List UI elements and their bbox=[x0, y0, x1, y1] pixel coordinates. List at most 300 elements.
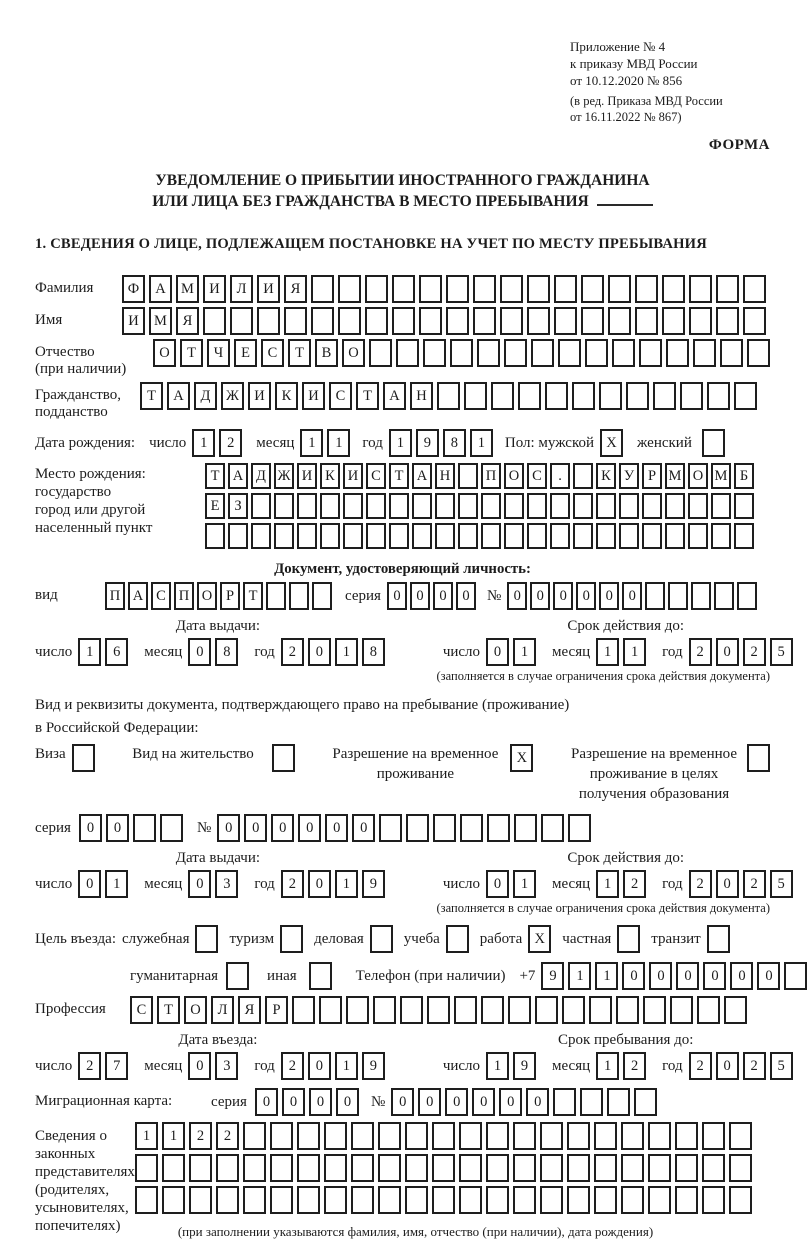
surname-cell[interactable] bbox=[743, 275, 766, 303]
migration-number-cell[interactable]: 0 bbox=[499, 1088, 522, 1116]
surname-cell[interactable] bbox=[581, 275, 604, 303]
migration-number-cell[interactable] bbox=[634, 1088, 657, 1116]
migration-series-cell[interactable]: 0 bbox=[255, 1088, 278, 1116]
surname-cell[interactable] bbox=[392, 275, 415, 303]
representatives-cell[interactable] bbox=[729, 1154, 752, 1182]
surname-cell[interactable] bbox=[311, 275, 334, 303]
migration-number-cell[interactable] bbox=[580, 1088, 603, 1116]
birth-place-cell[interactable] bbox=[320, 493, 340, 519]
issue-year-cell[interactable]: 2 bbox=[281, 638, 304, 666]
birth-place-cell[interactable] bbox=[435, 523, 455, 549]
representatives-cell[interactable]: 1 bbox=[162, 1122, 185, 1150]
citizenship-cell[interactable]: Т bbox=[140, 382, 163, 410]
representatives-cell[interactable] bbox=[270, 1122, 293, 1150]
representatives-cell[interactable] bbox=[594, 1122, 617, 1150]
valid-month-cell[interactable]: 1 bbox=[596, 638, 619, 666]
migration-number-cell[interactable]: 0 bbox=[445, 1088, 468, 1116]
purpose-study-checkbox[interactable] bbox=[446, 925, 469, 953]
phone-digit-cell[interactable]: 0 bbox=[649, 962, 672, 990]
res-issue-year-cell[interactable]: 0 bbox=[308, 870, 331, 898]
birth-place-cell[interactable] bbox=[412, 523, 432, 549]
representatives-cell[interactable] bbox=[351, 1154, 374, 1182]
entry-year-cell[interactable]: 0 bbox=[308, 1052, 331, 1080]
given-name-cell[interactable] bbox=[581, 307, 604, 335]
res-issue-year-cell[interactable]: 1 bbox=[335, 870, 358, 898]
citizenship-cell[interactable] bbox=[734, 382, 757, 410]
representatives-cell[interactable] bbox=[648, 1186, 671, 1214]
representatives-cell[interactable] bbox=[486, 1122, 509, 1150]
representatives-cell[interactable] bbox=[297, 1122, 320, 1150]
doc-number-cell[interactable]: 0 bbox=[599, 582, 619, 610]
profession-cell[interactable] bbox=[589, 996, 612, 1024]
purpose-humanitarian-checkbox[interactable] bbox=[226, 962, 249, 990]
doc-kind-cell[interactable]: Р bbox=[220, 582, 240, 610]
surname-cell[interactable] bbox=[446, 275, 469, 303]
res-valid-day-cell[interactable]: 0 bbox=[486, 870, 509, 898]
temp-residence-checkbox[interactable]: X bbox=[510, 744, 533, 772]
representatives-cell[interactable] bbox=[243, 1186, 266, 1214]
citizenship-cell[interactable]: Н bbox=[410, 382, 433, 410]
residence-number-cell[interactable]: 0 bbox=[352, 814, 375, 842]
representatives-cell[interactable] bbox=[297, 1186, 320, 1214]
representatives-cell[interactable] bbox=[729, 1122, 752, 1150]
birth-place-cell[interactable] bbox=[596, 523, 616, 549]
patronymic-cell[interactable]: В bbox=[315, 339, 338, 367]
res-valid-year-cell[interactable]: 2 bbox=[743, 870, 766, 898]
representatives-cell[interactable] bbox=[702, 1154, 725, 1182]
doc-series-cell[interactable]: 0 bbox=[387, 582, 407, 610]
migration-series-cell[interactable]: 0 bbox=[309, 1088, 332, 1116]
entry-month-cell[interactable]: 3 bbox=[215, 1052, 238, 1080]
issue-month-cell[interactable]: 0 bbox=[188, 638, 211, 666]
given-name-cell[interactable] bbox=[338, 307, 361, 335]
birth-place-cell[interactable]: С bbox=[527, 463, 547, 489]
birth-place-cell[interactable] bbox=[481, 493, 501, 519]
valid-day-cell[interactable]: 1 bbox=[513, 638, 536, 666]
citizenship-cell[interactable]: А bbox=[167, 382, 190, 410]
birth-place-cell[interactable] bbox=[734, 493, 754, 519]
residence-series-cell[interactable] bbox=[160, 814, 183, 842]
patronymic-cell[interactable]: Т bbox=[180, 339, 203, 367]
birth-place-cell[interactable] bbox=[711, 523, 731, 549]
surname-cell[interactable]: А bbox=[149, 275, 172, 303]
residence-number-cell[interactable] bbox=[568, 814, 591, 842]
birth-place-cell[interactable]: К bbox=[596, 463, 616, 489]
profession-cell[interactable]: Л bbox=[211, 996, 234, 1024]
res-issue-year-cell[interactable]: 9 bbox=[362, 870, 385, 898]
doc-kind-cell[interactable]: О bbox=[197, 582, 217, 610]
doc-kind-cell[interactable]: П bbox=[105, 582, 125, 610]
migration-number-cell[interactable]: 0 bbox=[526, 1088, 549, 1116]
representatives-cell[interactable] bbox=[405, 1122, 428, 1150]
patronymic-cell[interactable] bbox=[612, 339, 635, 367]
profession-cell[interactable] bbox=[292, 996, 315, 1024]
surname-cell[interactable]: Л bbox=[230, 275, 253, 303]
profession-cell[interactable] bbox=[562, 996, 585, 1024]
birth-place-cell[interactable] bbox=[366, 493, 386, 519]
given-name-cell[interactable] bbox=[311, 307, 334, 335]
birth-place-cell[interactable] bbox=[527, 493, 547, 519]
res-issue-month-cell[interactable]: 3 bbox=[215, 870, 238, 898]
doc-number-cell[interactable] bbox=[691, 582, 711, 610]
given-name-cell[interactable] bbox=[365, 307, 388, 335]
doc-number-cell[interactable]: 0 bbox=[553, 582, 573, 610]
representatives-cell[interactable] bbox=[216, 1186, 239, 1214]
citizenship-cell[interactable] bbox=[545, 382, 568, 410]
issue-day-cell[interactable]: 1 bbox=[78, 638, 101, 666]
profession-cell[interactable] bbox=[319, 996, 342, 1024]
profession-cell[interactable] bbox=[535, 996, 558, 1024]
migration-series-cell[interactable]: 0 bbox=[336, 1088, 359, 1116]
birth-place-cell[interactable] bbox=[297, 523, 317, 549]
phone-digit-cell[interactable]: 0 bbox=[703, 962, 726, 990]
birth-place-cell[interactable] bbox=[343, 493, 363, 519]
representatives-cell[interactable] bbox=[648, 1154, 671, 1182]
representatives-cell[interactable] bbox=[621, 1122, 644, 1150]
purpose-transit-checkbox[interactable] bbox=[707, 925, 730, 953]
surname-cell[interactable]: Ф bbox=[122, 275, 145, 303]
birth-place-cell[interactable]: Р bbox=[642, 463, 662, 489]
patronymic-cell[interactable]: Ч bbox=[207, 339, 230, 367]
issue-month-cell[interactable]: 8 bbox=[215, 638, 238, 666]
citizenship-cell[interactable] bbox=[626, 382, 649, 410]
phone-digit-cell[interactable]: 9 bbox=[541, 962, 564, 990]
given-name-cell[interactable]: М bbox=[149, 307, 172, 335]
female-sex-checkbox[interactable] bbox=[702, 429, 725, 457]
representatives-cell[interactable] bbox=[378, 1186, 401, 1214]
birth-place-cell[interactable]: . bbox=[550, 463, 570, 489]
birth-place-cell[interactable]: О bbox=[504, 463, 524, 489]
birth-place-cell[interactable] bbox=[251, 493, 271, 519]
profession-cell[interactable] bbox=[454, 996, 477, 1024]
given-name-cell[interactable] bbox=[743, 307, 766, 335]
patronymic-cell[interactable] bbox=[666, 339, 689, 367]
representatives-cell[interactable] bbox=[459, 1186, 482, 1214]
purpose-official-checkbox[interactable] bbox=[195, 925, 218, 953]
birth-place-cell[interactable]: Т bbox=[389, 463, 409, 489]
representatives-cell[interactable] bbox=[324, 1122, 347, 1150]
doc-number-cell[interactable] bbox=[668, 582, 688, 610]
patronymic-cell[interactable] bbox=[693, 339, 716, 367]
patronymic-cell[interactable] bbox=[558, 339, 581, 367]
birth-place-cell[interactable] bbox=[389, 523, 409, 549]
birth-place-cell[interactable] bbox=[504, 493, 524, 519]
migration-series-cell[interactable]: 0 bbox=[282, 1088, 305, 1116]
migration-number-cell[interactable]: 0 bbox=[391, 1088, 414, 1116]
birth-place-cell[interactable]: Н bbox=[435, 463, 455, 489]
patronymic-cell[interactable] bbox=[396, 339, 419, 367]
representatives-cell[interactable] bbox=[216, 1154, 239, 1182]
residence-number-cell[interactable] bbox=[460, 814, 483, 842]
birth-place-cell[interactable]: М bbox=[711, 463, 731, 489]
patronymic-cell[interactable] bbox=[450, 339, 473, 367]
doc-number-cell[interactable] bbox=[737, 582, 757, 610]
issue-year-cell[interactable]: 1 bbox=[335, 638, 358, 666]
valid-year-cell[interactable]: 5 bbox=[770, 638, 793, 666]
patronymic-cell[interactable]: Е bbox=[234, 339, 257, 367]
representatives-cell[interactable] bbox=[594, 1186, 617, 1214]
birth-place-cell[interactable] bbox=[642, 523, 662, 549]
residence-series-cell[interactable] bbox=[133, 814, 156, 842]
birth-place-cell[interactable] bbox=[665, 523, 685, 549]
entry-day-cell[interactable]: 7 bbox=[105, 1052, 128, 1080]
given-name-cell[interactable] bbox=[473, 307, 496, 335]
doc-number-cell[interactable]: 0 bbox=[507, 582, 527, 610]
res-valid-day-cell[interactable]: 1 bbox=[513, 870, 536, 898]
representatives-cell[interactable] bbox=[324, 1186, 347, 1214]
entry-month-cell[interactable]: 0 bbox=[188, 1052, 211, 1080]
given-name-cell[interactable]: Я bbox=[176, 307, 199, 335]
doc-series-cell[interactable]: 0 bbox=[433, 582, 453, 610]
representatives-cell[interactable] bbox=[405, 1186, 428, 1214]
birth-place-cell[interactable] bbox=[573, 523, 593, 549]
representatives-cell[interactable] bbox=[702, 1122, 725, 1150]
birth-place-cell[interactable] bbox=[458, 493, 478, 519]
birth-place-cell[interactable]: У bbox=[619, 463, 639, 489]
citizenship-cell[interactable]: Т bbox=[356, 382, 379, 410]
issue-year-cell[interactable]: 0 bbox=[308, 638, 331, 666]
surname-cell[interactable]: И bbox=[257, 275, 280, 303]
patronymic-cell[interactable] bbox=[720, 339, 743, 367]
res-valid-month-cell[interactable]: 1 bbox=[596, 870, 619, 898]
representatives-cell[interactable] bbox=[243, 1154, 266, 1182]
birth-month-cell[interactable]: 1 bbox=[300, 429, 323, 457]
given-name-cell[interactable] bbox=[635, 307, 658, 335]
stay-year-cell[interactable]: 2 bbox=[743, 1052, 766, 1080]
birth-place-cell[interactable]: Е bbox=[205, 493, 225, 519]
citizenship-cell[interactable]: Ж bbox=[221, 382, 244, 410]
entry-year-cell[interactable]: 9 bbox=[362, 1052, 385, 1080]
representatives-cell[interactable] bbox=[270, 1186, 293, 1214]
phone-digit-cell[interactable]: 0 bbox=[676, 962, 699, 990]
stay-year-cell[interactable]: 0 bbox=[716, 1052, 739, 1080]
birth-place-cell[interactable] bbox=[619, 523, 639, 549]
res-issue-day-cell[interactable]: 1 bbox=[105, 870, 128, 898]
phone-digit-cell[interactable]: 0 bbox=[730, 962, 753, 990]
valid-year-cell[interactable]: 2 bbox=[689, 638, 712, 666]
representatives-cell[interactable] bbox=[621, 1154, 644, 1182]
citizenship-cell[interactable]: И bbox=[248, 382, 271, 410]
res-valid-year-cell[interactable]: 5 bbox=[770, 870, 793, 898]
entry-day-cell[interactable]: 2 bbox=[78, 1052, 101, 1080]
res-valid-year-cell[interactable]: 0 bbox=[716, 870, 739, 898]
doc-series-cell[interactable]: 0 bbox=[456, 582, 476, 610]
representatives-cell[interactable] bbox=[486, 1186, 509, 1214]
birth-place-cell[interactable]: И bbox=[297, 463, 317, 489]
patronymic-cell[interactable]: О bbox=[153, 339, 176, 367]
birth-place-cell[interactable]: Т bbox=[205, 463, 225, 489]
patronymic-cell[interactable] bbox=[585, 339, 608, 367]
migration-number-cell[interactable]: 0 bbox=[472, 1088, 495, 1116]
valid-year-cell[interactable]: 0 bbox=[716, 638, 739, 666]
given-name-cell[interactable] bbox=[446, 307, 469, 335]
surname-cell[interactable] bbox=[365, 275, 388, 303]
patronymic-cell[interactable]: С bbox=[261, 339, 284, 367]
citizenship-cell[interactable]: И bbox=[302, 382, 325, 410]
birth-place-cell[interactable]: М bbox=[665, 463, 685, 489]
phone-digit-cell[interactable]: 1 bbox=[595, 962, 618, 990]
birth-place-cell[interactable] bbox=[688, 493, 708, 519]
birth-place-cell[interactable] bbox=[412, 493, 432, 519]
representatives-cell[interactable] bbox=[567, 1186, 590, 1214]
representatives-cell[interactable] bbox=[189, 1186, 212, 1214]
given-name-cell[interactable] bbox=[284, 307, 307, 335]
birth-place-cell[interactable] bbox=[688, 523, 708, 549]
residence-number-cell[interactable] bbox=[541, 814, 564, 842]
representatives-cell[interactable] bbox=[540, 1154, 563, 1182]
patronymic-cell[interactable] bbox=[639, 339, 662, 367]
birth-place-cell[interactable] bbox=[320, 523, 340, 549]
migration-number-cell[interactable] bbox=[553, 1088, 576, 1116]
birth-place-cell[interactable] bbox=[504, 523, 524, 549]
representatives-cell[interactable] bbox=[135, 1154, 158, 1182]
birth-place-cell[interactable] bbox=[343, 523, 363, 549]
residence-permit-checkbox[interactable] bbox=[272, 744, 295, 772]
profession-cell[interactable] bbox=[481, 996, 504, 1024]
citizenship-cell[interactable]: С bbox=[329, 382, 352, 410]
surname-cell[interactable] bbox=[716, 275, 739, 303]
surname-cell[interactable]: И bbox=[203, 275, 226, 303]
citizenship-cell[interactable] bbox=[491, 382, 514, 410]
representatives-cell[interactable] bbox=[513, 1154, 536, 1182]
profession-cell[interactable] bbox=[697, 996, 720, 1024]
representatives-cell[interactable] bbox=[378, 1154, 401, 1182]
residence-number-cell[interactable]: 0 bbox=[244, 814, 267, 842]
patronymic-cell[interactable] bbox=[531, 339, 554, 367]
representatives-cell[interactable] bbox=[594, 1154, 617, 1182]
birth-place-cell[interactable] bbox=[458, 523, 478, 549]
res-issue-day-cell[interactable]: 0 bbox=[78, 870, 101, 898]
surname-cell[interactable] bbox=[500, 275, 523, 303]
citizenship-cell[interactable] bbox=[680, 382, 703, 410]
doc-kind-cell[interactable] bbox=[312, 582, 332, 610]
representatives-cell[interactable]: 1 bbox=[135, 1122, 158, 1150]
birth-place-cell[interactable]: К bbox=[320, 463, 340, 489]
birth-place-cell[interactable]: А bbox=[412, 463, 432, 489]
birth-place-cell[interactable] bbox=[389, 493, 409, 519]
profession-cell[interactable] bbox=[670, 996, 693, 1024]
citizenship-cell[interactable] bbox=[707, 382, 730, 410]
migration-number-cell[interactable]: 0 bbox=[418, 1088, 441, 1116]
surname-cell[interactable] bbox=[554, 275, 577, 303]
citizenship-cell[interactable]: К bbox=[275, 382, 298, 410]
profession-cell[interactable]: С bbox=[130, 996, 153, 1024]
birth-year-cell[interactable]: 9 bbox=[416, 429, 439, 457]
birth-place-cell[interactable] bbox=[573, 493, 593, 519]
stay-day-cell[interactable]: 9 bbox=[513, 1052, 536, 1080]
birth-place-cell[interactable] bbox=[274, 523, 294, 549]
representatives-cell[interactable] bbox=[243, 1122, 266, 1150]
surname-cell[interactable]: Я bbox=[284, 275, 307, 303]
representatives-cell[interactable] bbox=[432, 1154, 455, 1182]
res-valid-year-cell[interactable]: 2 bbox=[689, 870, 712, 898]
birth-day-cell[interactable]: 2 bbox=[219, 429, 242, 457]
citizenship-cell[interactable] bbox=[599, 382, 622, 410]
birth-place-cell[interactable] bbox=[619, 493, 639, 519]
birth-month-cell[interactable]: 1 bbox=[327, 429, 350, 457]
birth-year-cell[interactable]: 8 bbox=[443, 429, 466, 457]
issue-year-cell[interactable]: 8 bbox=[362, 638, 385, 666]
citizenship-cell[interactable]: Д bbox=[194, 382, 217, 410]
birth-day-cell[interactable]: 1 bbox=[192, 429, 215, 457]
doc-number-cell[interactable] bbox=[645, 582, 665, 610]
surname-cell[interactable] bbox=[527, 275, 550, 303]
stay-year-cell[interactable]: 2 bbox=[689, 1052, 712, 1080]
residence-number-cell[interactable]: 0 bbox=[271, 814, 294, 842]
phone-digit-cell[interactable]: 0 bbox=[622, 962, 645, 990]
profession-cell[interactable]: Т bbox=[157, 996, 180, 1024]
surname-cell[interactable] bbox=[689, 275, 712, 303]
given-name-cell[interactable] bbox=[500, 307, 523, 335]
valid-day-cell[interactable]: 0 bbox=[486, 638, 509, 666]
doc-kind-cell[interactable]: С bbox=[151, 582, 171, 610]
birth-place-cell[interactable] bbox=[366, 523, 386, 549]
birth-place-cell[interactable] bbox=[596, 493, 616, 519]
phone-digit-cell[interactable] bbox=[784, 962, 807, 990]
given-name-cell[interactable] bbox=[689, 307, 712, 335]
birth-place-cell[interactable] bbox=[734, 523, 754, 549]
res-issue-year-cell[interactable]: 2 bbox=[281, 870, 304, 898]
stay-year-cell[interactable]: 5 bbox=[770, 1052, 793, 1080]
birth-place-cell[interactable] bbox=[481, 523, 501, 549]
residence-number-cell[interactable] bbox=[514, 814, 537, 842]
birth-place-cell[interactable]: П bbox=[481, 463, 501, 489]
citizenship-cell[interactable] bbox=[437, 382, 460, 410]
representatives-cell[interactable] bbox=[567, 1122, 590, 1150]
representatives-cell[interactable] bbox=[297, 1154, 320, 1182]
representatives-cell[interactable] bbox=[162, 1154, 185, 1182]
representatives-cell[interactable] bbox=[459, 1154, 482, 1182]
residence-series-cell[interactable]: 0 bbox=[79, 814, 102, 842]
representatives-cell[interactable] bbox=[135, 1186, 158, 1214]
entry-year-cell[interactable]: 2 bbox=[281, 1052, 304, 1080]
given-name-cell[interactable]: И bbox=[122, 307, 145, 335]
given-name-cell[interactable] bbox=[419, 307, 442, 335]
given-name-cell[interactable] bbox=[230, 307, 253, 335]
given-name-cell[interactable] bbox=[392, 307, 415, 335]
profession-cell[interactable] bbox=[616, 996, 639, 1024]
representatives-cell[interactable] bbox=[540, 1186, 563, 1214]
patronymic-cell[interactable] bbox=[423, 339, 446, 367]
res-issue-month-cell[interactable]: 0 bbox=[188, 870, 211, 898]
representatives-cell[interactable] bbox=[675, 1186, 698, 1214]
doc-number-cell[interactable]: 0 bbox=[622, 582, 642, 610]
given-name-cell[interactable] bbox=[608, 307, 631, 335]
surname-cell[interactable] bbox=[473, 275, 496, 303]
patronymic-cell[interactable] bbox=[369, 339, 392, 367]
representatives-cell[interactable] bbox=[648, 1122, 671, 1150]
doc-number-cell[interactable] bbox=[714, 582, 734, 610]
residence-series-cell[interactable]: 0 bbox=[106, 814, 129, 842]
representatives-cell[interactable] bbox=[486, 1154, 509, 1182]
profession-cell[interactable]: Я bbox=[238, 996, 261, 1024]
residence-number-cell[interactable] bbox=[379, 814, 402, 842]
visa-checkbox[interactable] bbox=[72, 744, 95, 772]
profession-cell[interactable] bbox=[400, 996, 423, 1024]
purpose-tourism-checkbox[interactable] bbox=[280, 925, 303, 953]
patronymic-cell[interactable] bbox=[747, 339, 770, 367]
profession-cell[interactable]: О bbox=[184, 996, 207, 1024]
birth-place-cell[interactable]: Ж bbox=[274, 463, 294, 489]
representatives-cell[interactable] bbox=[459, 1122, 482, 1150]
profession-cell[interactable] bbox=[427, 996, 450, 1024]
birth-place-cell[interactable] bbox=[711, 493, 731, 519]
patronymic-cell[interactable] bbox=[477, 339, 500, 367]
purpose-business-checkbox[interactable] bbox=[370, 925, 393, 953]
stay-month-cell[interactable]: 1 bbox=[596, 1052, 619, 1080]
birth-place-cell[interactable] bbox=[458, 463, 478, 489]
issue-day-cell[interactable]: 6 bbox=[105, 638, 128, 666]
